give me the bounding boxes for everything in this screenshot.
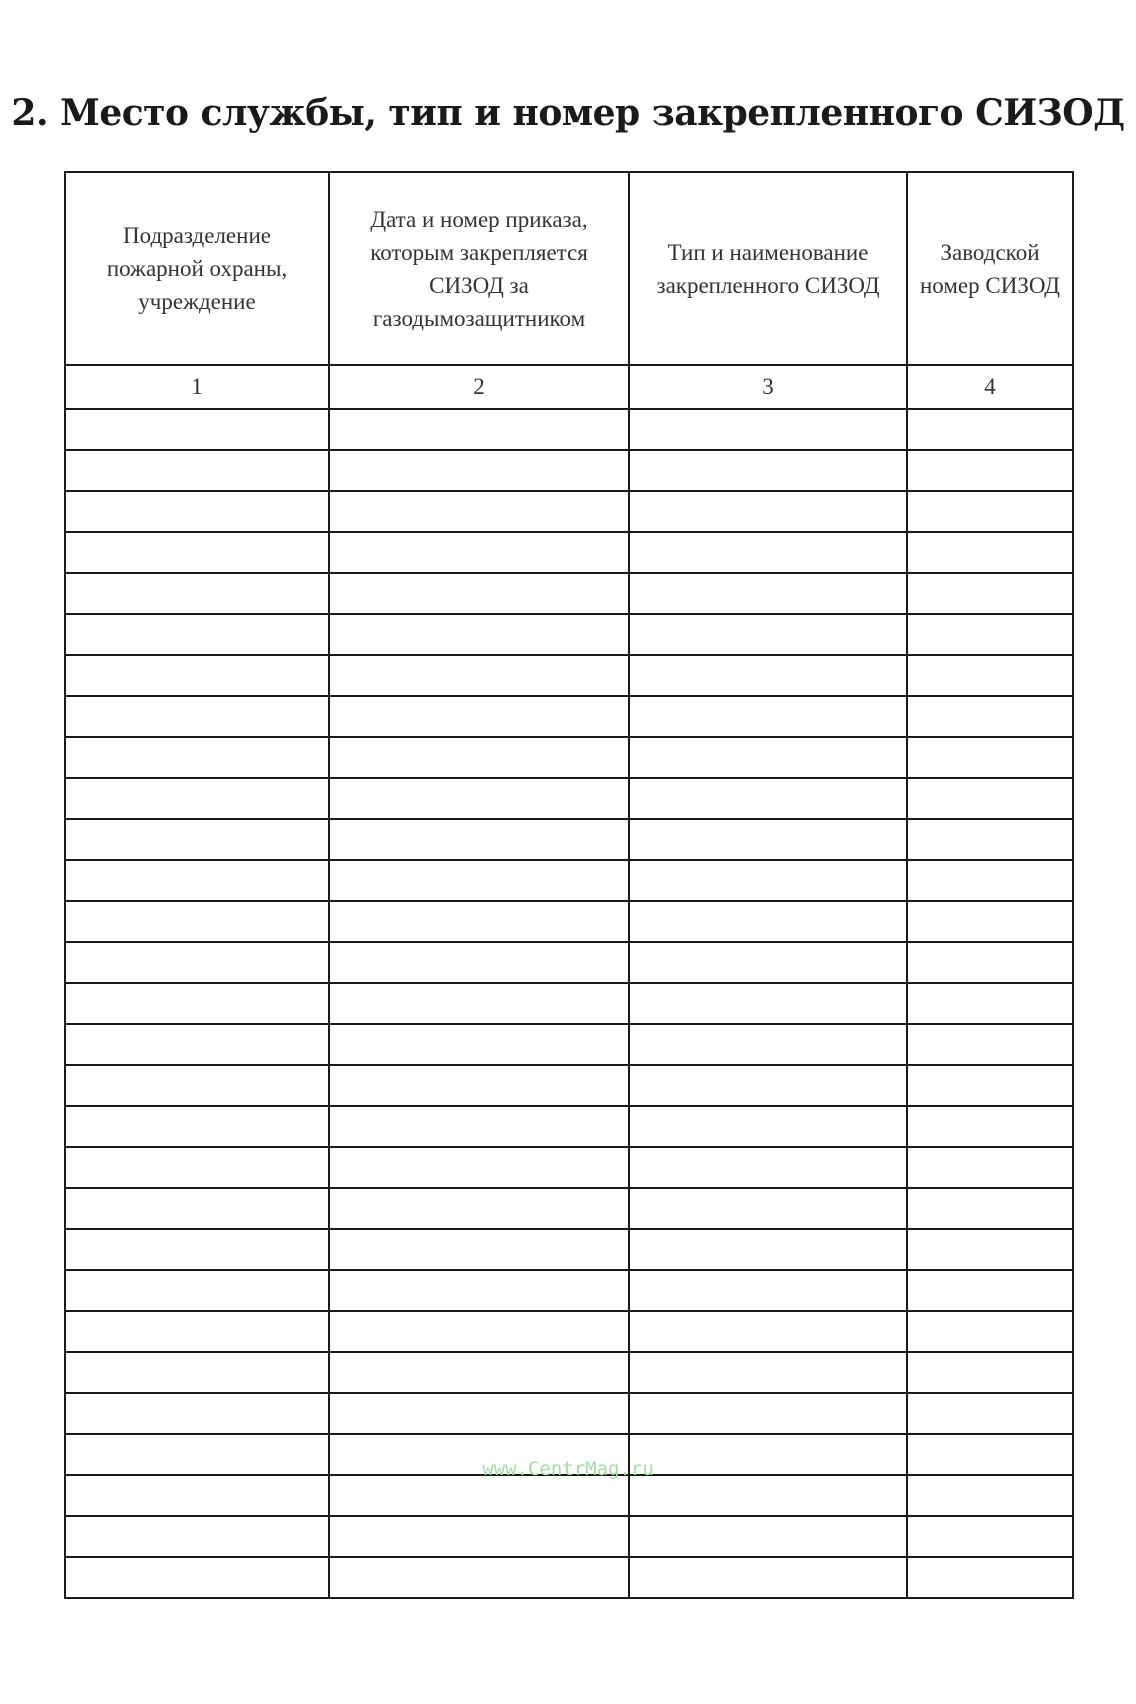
- table-cell: [329, 819, 629, 860]
- table-row: [65, 1393, 1073, 1434]
- watermark: www.CentrMag.ru: [482, 1458, 654, 1480]
- table-row: [65, 1147, 1073, 1188]
- table-cell: [907, 778, 1073, 819]
- table-row: [65, 491, 1073, 532]
- table-cell: [907, 409, 1073, 450]
- table-cell: [907, 573, 1073, 614]
- table-cell: [629, 1557, 907, 1598]
- table-cell: [65, 1106, 329, 1147]
- table-cell: [329, 1147, 629, 1188]
- table-row: [65, 942, 1073, 983]
- table-cell: [65, 450, 329, 491]
- table-cell: [329, 1270, 629, 1311]
- table-cell: [65, 737, 329, 778]
- table-cell: [907, 1393, 1073, 1434]
- table-cell: [65, 942, 329, 983]
- table-cell: [65, 1475, 329, 1516]
- table-row: [65, 1475, 1073, 1516]
- table-row: [65, 1065, 1073, 1106]
- table-row: [65, 778, 1073, 819]
- table-cell: [329, 1352, 629, 1393]
- table-cell: [329, 1106, 629, 1147]
- table-cell: [629, 409, 907, 450]
- table-cell: [907, 860, 1073, 901]
- table-cell: [907, 1147, 1073, 1188]
- table-cell: [65, 901, 329, 942]
- table-cell: [907, 1311, 1073, 1352]
- table-cell: [329, 1229, 629, 1270]
- table-cell: [629, 1106, 907, 1147]
- table-cell: [65, 1270, 329, 1311]
- table-cell: [65, 1065, 329, 1106]
- table-row: [65, 819, 1073, 860]
- table-cell: [329, 532, 629, 573]
- table-body: [65, 409, 1073, 1598]
- table-cell: [629, 1024, 907, 1065]
- table-cell: [329, 696, 629, 737]
- table-cell: [65, 1024, 329, 1065]
- table-cell: [629, 1147, 907, 1188]
- table-cell: [907, 942, 1073, 983]
- table-cell: [65, 1516, 329, 1557]
- table-row: [65, 450, 1073, 491]
- table-cell: [629, 1270, 907, 1311]
- table-cell: [329, 1393, 629, 1434]
- table-cell: [65, 409, 329, 450]
- table-cell: [629, 737, 907, 778]
- table-row: [65, 901, 1073, 942]
- table-cell: [907, 1106, 1073, 1147]
- table-cell: [65, 655, 329, 696]
- page-title: 2. Место службы, тип и номер закрепленного СИЗОД: [11, 92, 1125, 134]
- table-cell: [907, 1270, 1073, 1311]
- column-header-subdivision: Подразделение пожарной охраны, учреждение: [65, 172, 329, 365]
- table-cell: [65, 1188, 329, 1229]
- table-cell: [329, 655, 629, 696]
- table-cell: [629, 1393, 907, 1434]
- table-row: [65, 1311, 1073, 1352]
- table-cell: [65, 819, 329, 860]
- table-cell: [629, 696, 907, 737]
- table-cell: [907, 1352, 1073, 1393]
- table-cell: [907, 1188, 1073, 1229]
- table-row: [65, 1229, 1073, 1270]
- table-cell: [629, 573, 907, 614]
- table-cell: [629, 1311, 907, 1352]
- table-cell: [907, 696, 1073, 737]
- table-cell: [629, 614, 907, 655]
- table-row: [65, 1270, 1073, 1311]
- table-cell: [65, 1557, 329, 1598]
- table-row: [65, 1557, 1073, 1598]
- table-cell: [65, 1311, 329, 1352]
- table-cell: [329, 860, 629, 901]
- table-cell: [329, 983, 629, 1024]
- table-cell: [65, 491, 329, 532]
- table-cell: [329, 491, 629, 532]
- table-header-row: [65, 172, 1073, 365]
- table-cell: [329, 901, 629, 942]
- table-row: [65, 1516, 1073, 1557]
- table-row: [65, 860, 1073, 901]
- table-row: [65, 573, 1073, 614]
- table-cell: [907, 1065, 1073, 1106]
- table-cell: [329, 1516, 629, 1557]
- table-cell: [629, 491, 907, 532]
- table-cell: [629, 655, 907, 696]
- column-header-serial-number: Заводской номер СИЗОД: [907, 172, 1073, 365]
- table-cell: [65, 860, 329, 901]
- table-cell: [65, 1393, 329, 1434]
- table-cell: [629, 942, 907, 983]
- table-cell: [907, 450, 1073, 491]
- table-row: [65, 655, 1073, 696]
- table-cell: [907, 1229, 1073, 1270]
- table-row: [65, 983, 1073, 1024]
- column-number: 3: [629, 365, 907, 409]
- table-cell: [65, 1352, 329, 1393]
- table-cell: [329, 1311, 629, 1352]
- table-cell: [329, 450, 629, 491]
- table-cell: [907, 1557, 1073, 1598]
- table-row: [65, 532, 1073, 573]
- table-cell: [629, 778, 907, 819]
- table-cell: [907, 1475, 1073, 1516]
- table-cell: [907, 737, 1073, 778]
- table-cell: [329, 1065, 629, 1106]
- table-cell: [329, 1024, 629, 1065]
- table-cell: [65, 696, 329, 737]
- column-header-order: Дата и номер приказа, которым закрепляется СИЗОД за газодымозащитником: [329, 172, 629, 365]
- table-cell: [629, 1516, 907, 1557]
- table-cell: [65, 778, 329, 819]
- table-row: [65, 614, 1073, 655]
- table-cell: [329, 942, 629, 983]
- table-cell: [907, 491, 1073, 532]
- table-cell: [329, 778, 629, 819]
- table-cell: [65, 983, 329, 1024]
- table-cell: [629, 532, 907, 573]
- table-cell: [629, 1475, 907, 1516]
- column-number: 2: [329, 365, 629, 409]
- table-cell: [629, 1229, 907, 1270]
- table-row: [65, 737, 1073, 778]
- table-cell: [907, 655, 1073, 696]
- table-cell: [629, 901, 907, 942]
- column-number-row: [65, 365, 1073, 409]
- table-cell: [907, 901, 1073, 942]
- table-cell: [329, 614, 629, 655]
- table-cell: [329, 1188, 629, 1229]
- table-cell: [65, 1147, 329, 1188]
- table-cell: [629, 860, 907, 901]
- table-row: [65, 1352, 1073, 1393]
- table-cell: [629, 1065, 907, 1106]
- column-header-sizod-type: Тип и наименование закрепленного СИЗОД: [629, 172, 907, 365]
- table-cell: [329, 409, 629, 450]
- table-cell: [329, 737, 629, 778]
- table-cell: [629, 1352, 907, 1393]
- table-cell: [907, 819, 1073, 860]
- column-number: 4: [907, 365, 1073, 409]
- table-cell: [329, 1475, 629, 1516]
- table-row: [65, 409, 1073, 450]
- table-row: [65, 1188, 1073, 1229]
- table-cell: [65, 573, 329, 614]
- register-table: [64, 171, 1074, 1599]
- table-cell: [907, 1516, 1073, 1557]
- table-row: [65, 1106, 1073, 1147]
- table-cell: [65, 1229, 329, 1270]
- table-cell: [629, 819, 907, 860]
- table-cell: [629, 1188, 907, 1229]
- table-row: [65, 696, 1073, 737]
- table-row: [65, 1024, 1073, 1065]
- table-cell: [65, 532, 329, 573]
- table-cell: [907, 532, 1073, 573]
- table-cell: [65, 614, 329, 655]
- table-cell: [907, 614, 1073, 655]
- table-cell: [629, 450, 907, 491]
- table-cell: [329, 573, 629, 614]
- table-cell: [907, 983, 1073, 1024]
- table-cell: [629, 983, 907, 1024]
- table-cell: [907, 1024, 1073, 1065]
- column-number: 1: [65, 365, 329, 409]
- table-cell: [329, 1557, 629, 1598]
